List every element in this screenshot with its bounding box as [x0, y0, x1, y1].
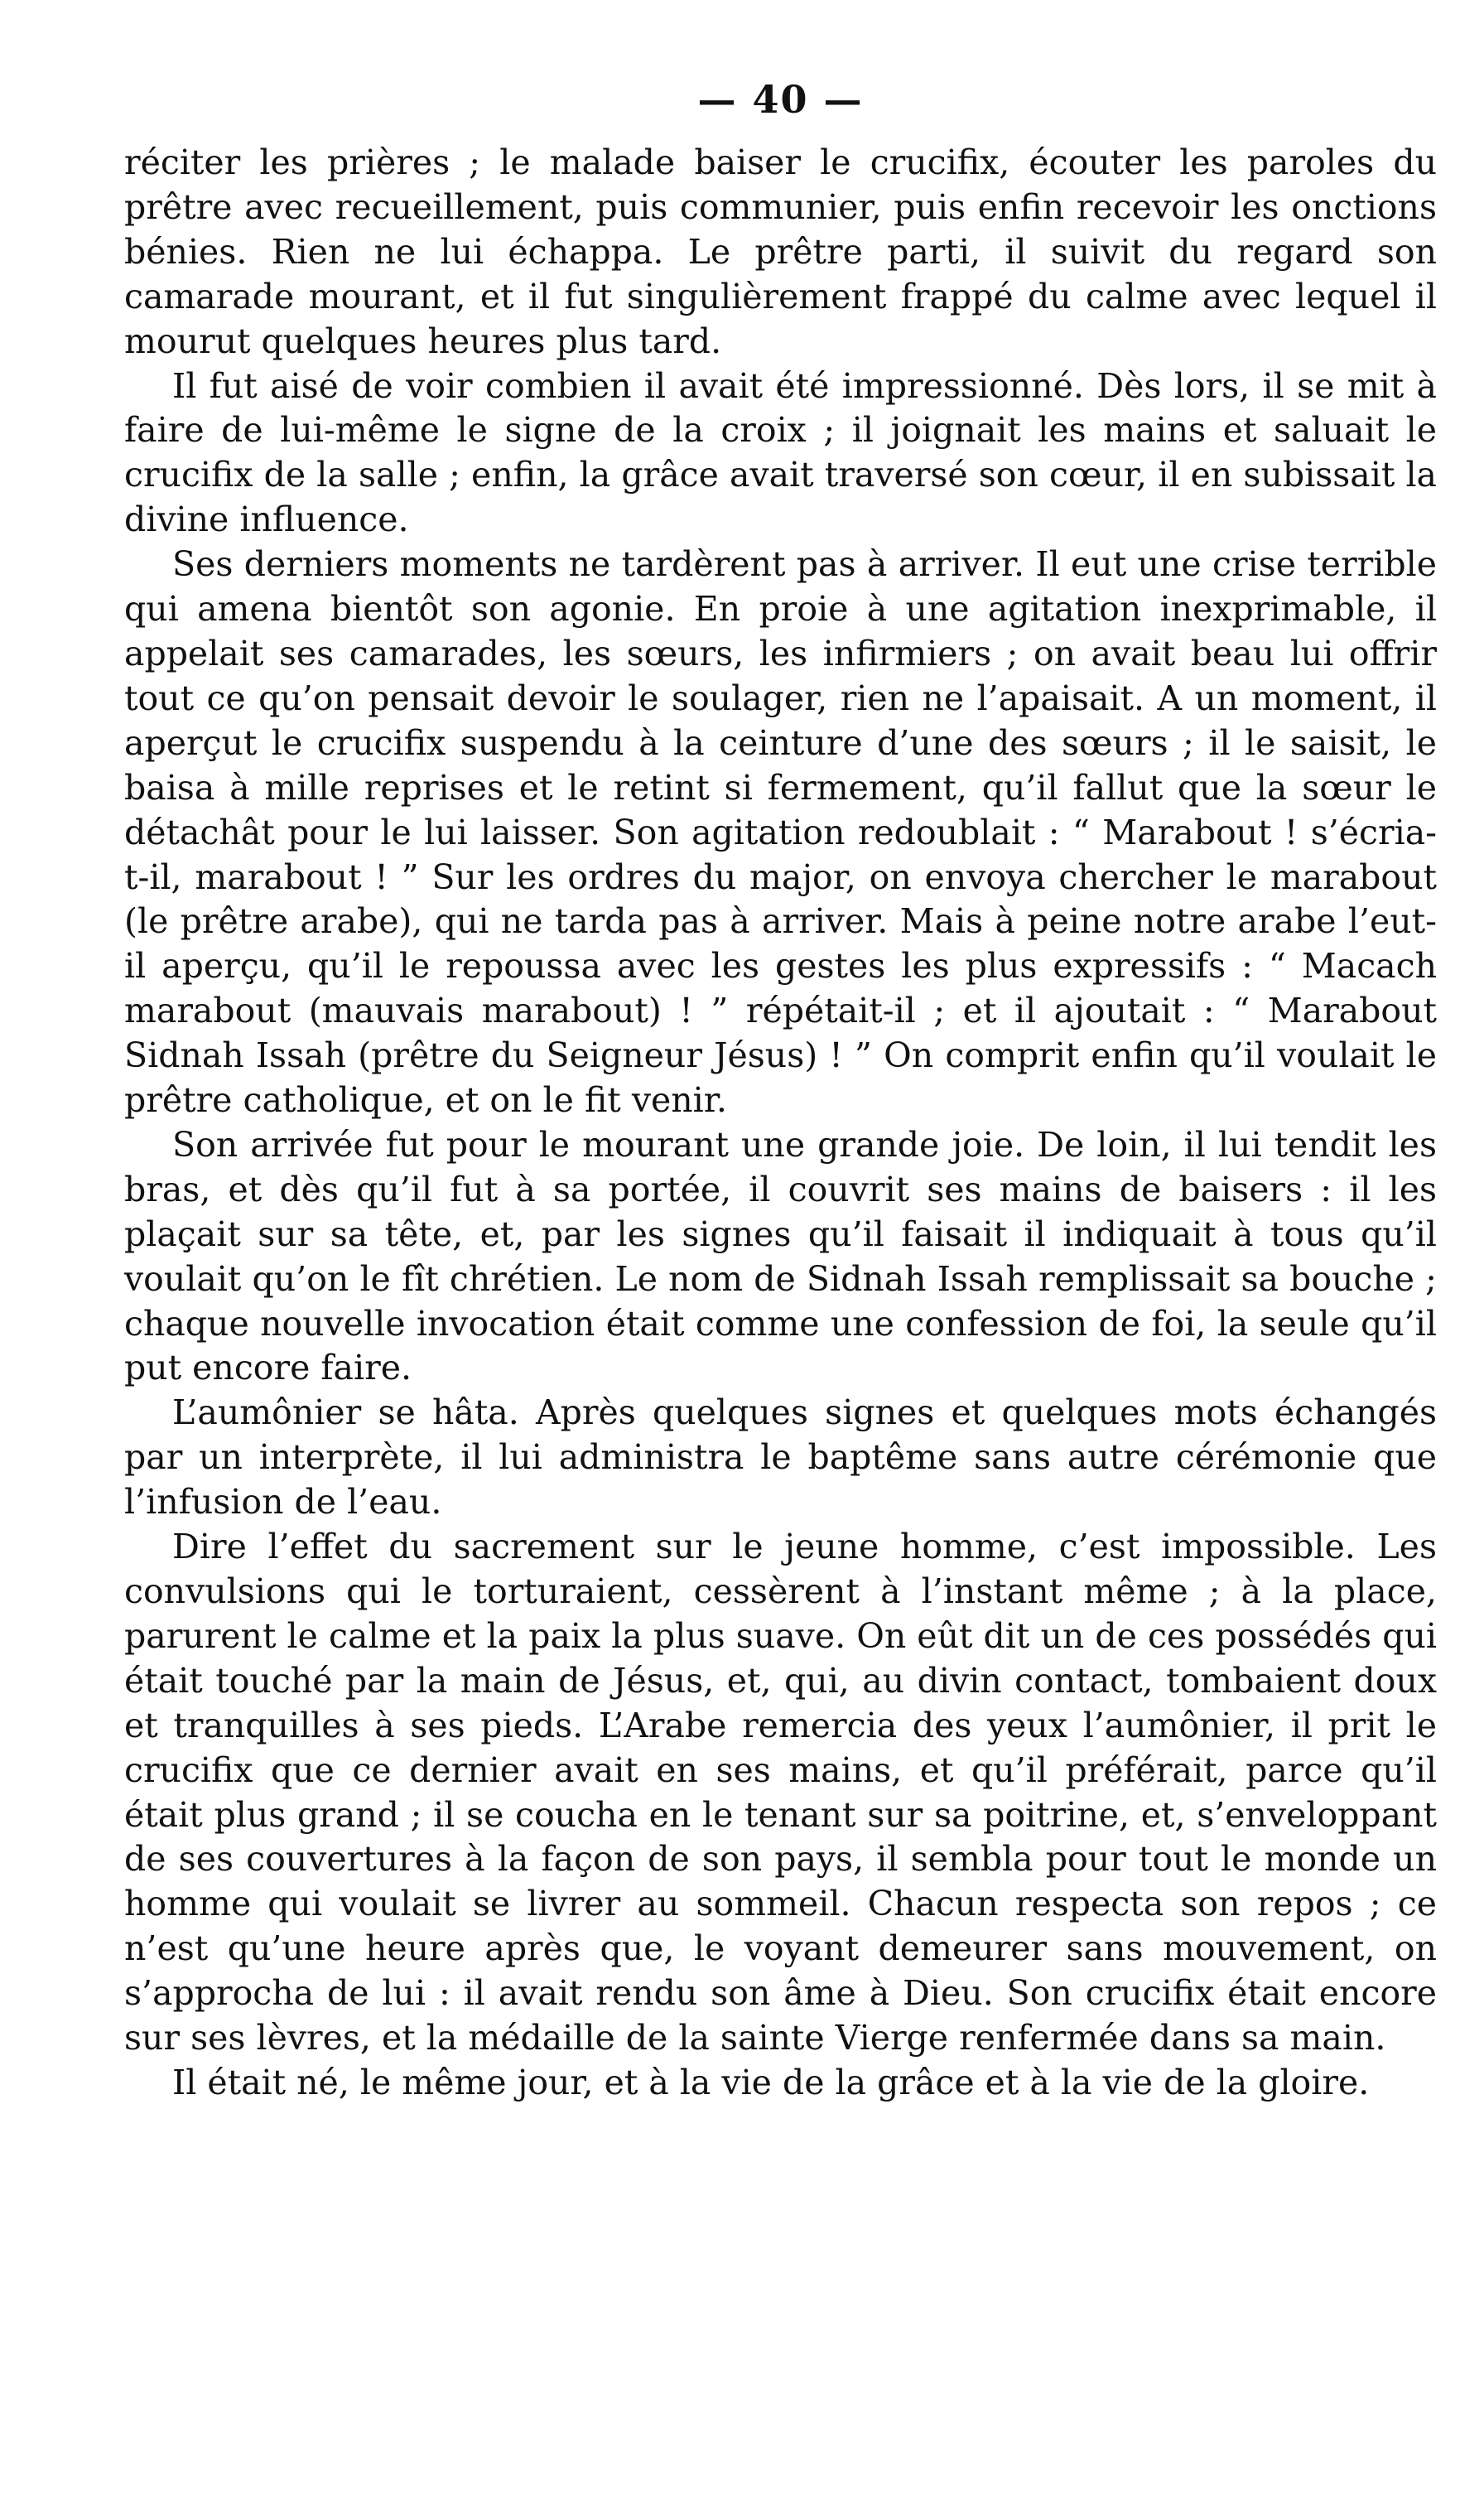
paragraph-1: réciter les prières ; le malade baiser le crucifix, écouter les paroles du prêtre avec recueillement, puis communier, puis enfin recevoir les onctions bénies. Rien ne lui échappa. Le prêtre parti, il suivit du regard son camarade mourant, et il fut singulièrement frappé du calme avec lequel il mourut quelques heures plus tard.	[124, 142, 1437, 361]
paragraph-5: L’aumônier se hâta. Après quelques signes et quelques mots échangés par un interprète, il lui administra le baptême sans autre cérémonie que l’infusion de l’eau.	[124, 1392, 1437, 1523]
paragraph-7: Il était né, le même jour, et à la vie de la grâce et à la vie de la gloire.	[172, 2062, 1370, 2102]
paragraph-6: Dire l’effet du sacrement sur le jeune homme, c’est impossible. Les convulsions qui le torturaient, cessèrent à l’instant même ; à la place, parurent le calme et la paix la plus suave. On eût dit un de ces possédés qui était touché par la main de Jésus, et, qui, au divin contact, tombaient doux et tranquilles à ses pieds. L’Arabe remercia des yeux l’aumônier, il prit le crucifix que ce dernier avait en ses mains, et qu’il préférait, parce qu’il était plus grand ; il se coucha en le tenant sur sa poitrine, et, s’enveloppant de ses couvertures à la façon de son pays, il sembla pour tout le monde un homme qui voulait se livrer au sommeil. Chacun respecta son repos ; ce n’est qu’une heure après que, le voyant demeurer sans mouvement, on s’approcha de lui : il avait rendu son âme à Dieu. Son crucifix était encore sur ses lèvres, et la médaille de la sainte Vierge renfermée dans sa main.	[124, 1527, 1437, 2058]
page-number: — 40 —	[697, 77, 864, 122]
paragraph-3: Ses derniers moments ne tardèrent pas à arriver. Il eut une crise terrible qui amena bientôt son agonie. En proie à une agitation inexprimable, il appelait ses camarades, les sœurs, les infirmiers ; on avait beau lui offrir tout ce qu’on pensait devoir le soulager, rien ne l’apaisait. A un moment, il aperçut le crucifix suspendu à la ceinture d’une des sœurs ; il le saisit, le baisa à mille reprises et le retint si fermement, qu’il fallut que la sœur le détachât pour le lui laisser. Son agitation redoublait : “ Marabout ! s’écria-t-il, marabout ! ” Sur les ordres du major, on envoya chercher le marabout (le prêtre arabe), qui ne tarda pas à arriver. Mais à peine notre arabe l’eut-il aperçu, qu’il le repoussa avec les gestes les plus expressifs : “ Macach marabout (mauvais marabout) ! ” répétait-il ; et il ajoutait : “ Marabout Sidnah Issah (prêtre du Seigneur Jésus) ! ” On comprit enfin qu’il voulait le prêtre catholique, et on le fit venir.	[124, 544, 1437, 1121]
paragraph-4: Son arrivée fut pour le mourant une grande joie. De loin, il lui tendit les bras, et dès qu’il fut à sa portée, il couvrit ses mains de baisers : il les plaçait sur sa tête, et, par les signes qu’il faisait il indiquait à tous qu’il voulait qu’on le fît chrétien. Le nom de Sidnah Issah remplissait sa bouche ; chaque nouvelle invocation était comme une confession de foi, la seule qu’il put encore faire.	[124, 1124, 1437, 1388]
book-page	[124, 75, 1437, 2106]
paragraph-2: Il fut aisé de voir combien il avait été impressionné. Dès lors, il se mit à faire de lui-même le signe de la croix ; il joignait les mains et saluait le crucifix de la salle ; enfin, la grâce avait traversé son cœur, il en subissait la divine influence.	[124, 365, 1437, 540]
